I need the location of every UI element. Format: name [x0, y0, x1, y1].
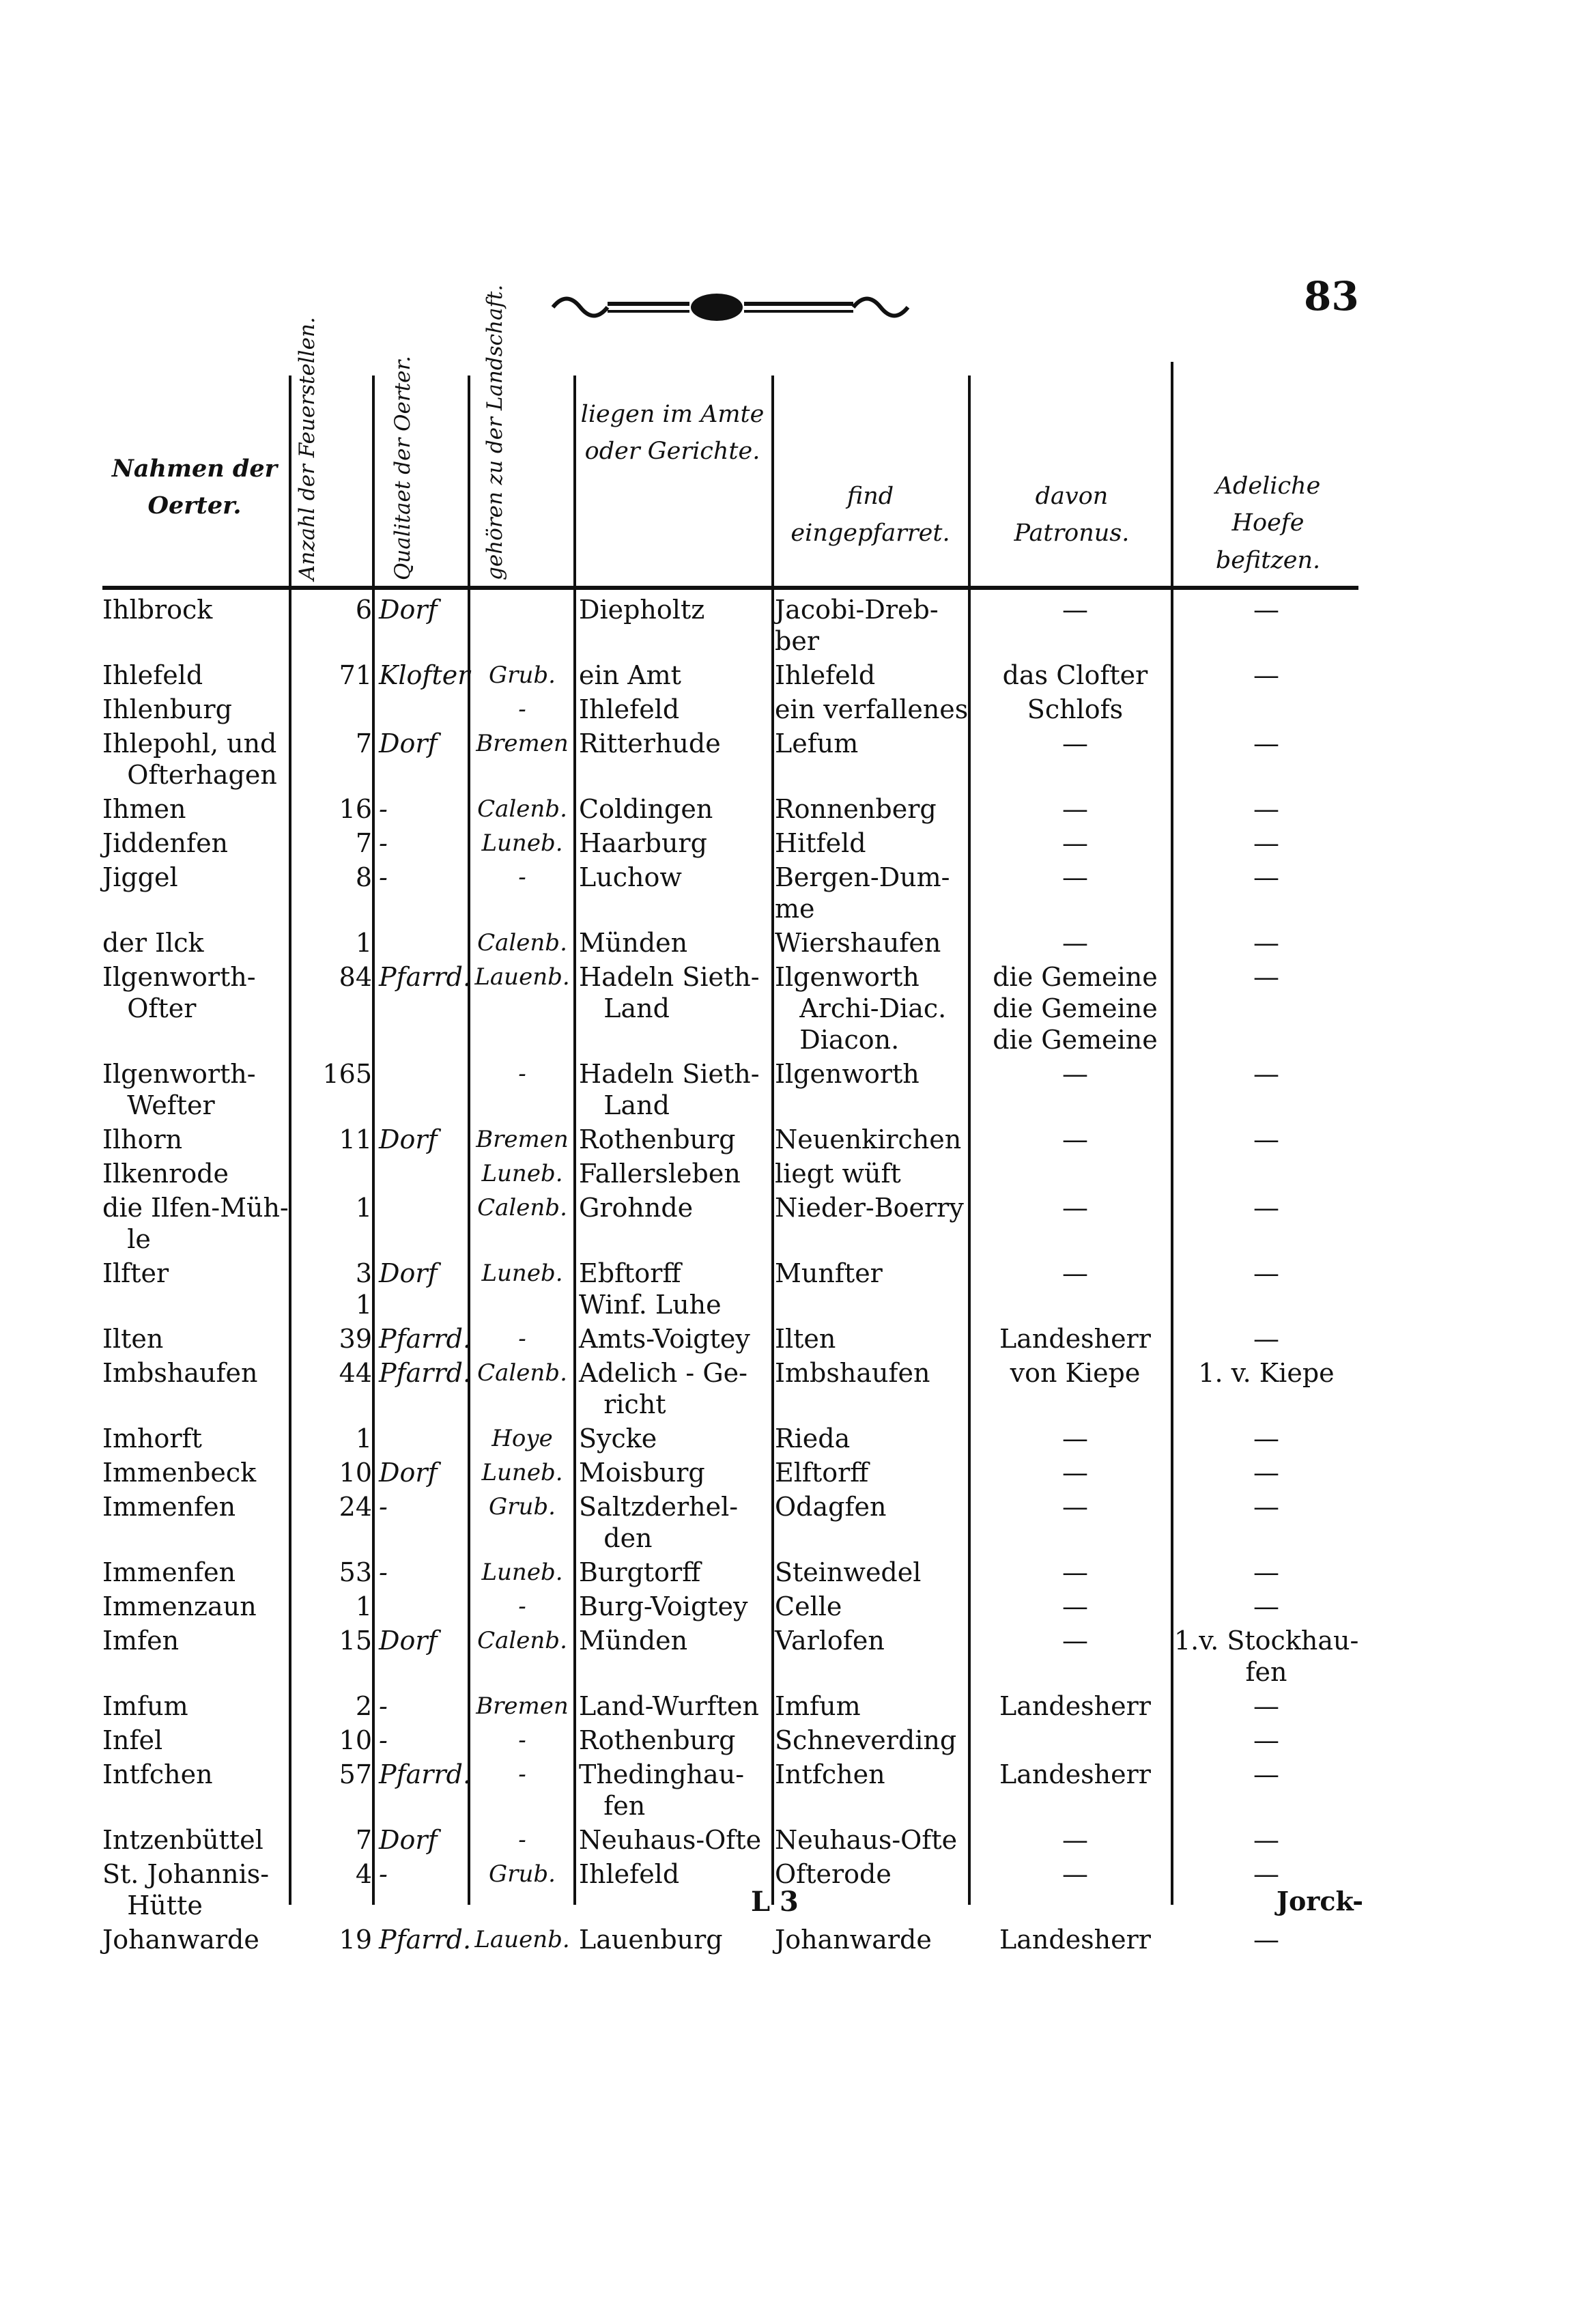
- cell-pfarr: Steinwedel: [775, 1557, 922, 1587]
- sheet-signature: L 3: [751, 1886, 799, 1918]
- cell-hoefe: —: [1253, 728, 1279, 759]
- cell-hoefe: —: [1253, 1557, 1279, 1587]
- cell-hoefe: —: [1253, 1124, 1279, 1154]
- cell-count: 84: [339, 962, 372, 992]
- cell-hoefe: —: [1253, 1591, 1279, 1621]
- cell-quality: Pfarrd.: [379, 1759, 472, 1789]
- cell-pfarr: Nieder-Boerry: [775, 1193, 964, 1223]
- cell-pfarr: Imbshaufen: [775, 1358, 930, 1388]
- cell-land: -: [518, 1060, 526, 1088]
- cell-amt: Rothenburg: [579, 1725, 736, 1755]
- cell-count: 1: [355, 1193, 372, 1223]
- cell-amt: Grohnde: [579, 1193, 694, 1223]
- cell-amt: Münden: [579, 928, 688, 958]
- cell-pfarr: Wiershaufen: [775, 928, 941, 958]
- cell-amt: Ihlefeld: [579, 1859, 680, 1889]
- cell-name: der Ilck: [102, 928, 204, 958]
- cell-pfarr: Johanwarde: [775, 1925, 932, 1955]
- cell-amt: Münden: [579, 1626, 688, 1656]
- cell-name: Ilfter: [102, 1258, 169, 1288]
- cell-land: Luneb.: [481, 1559, 563, 1586]
- cell-hoefe: —: [1253, 660, 1279, 690]
- cell-land: Grub.: [489, 662, 556, 689]
- header-hoefe: Adeliche Hoefe befitzen.: [1215, 472, 1321, 574]
- cell-name: Imbshaufen: [102, 1358, 258, 1388]
- cell-land: Bremen: [476, 730, 569, 757]
- cell-pfarr: liegt wüft: [775, 1159, 901, 1189]
- cell-name: Intzenbüttel: [102, 1825, 263, 1855]
- cell-count: 3 1: [355, 1258, 372, 1320]
- cell-name: Ihlbrock: [102, 595, 213, 625]
- cell-patron: —: [1062, 1258, 1088, 1288]
- cell-count: 10: [339, 1458, 372, 1488]
- cell-hoefe: 1. v. Kiepe: [1198, 1358, 1335, 1388]
- header-rule: [102, 586, 1358, 590]
- cell-pfarr: Bergen-Dum- me: [775, 862, 950, 924]
- cell-amt: ein Amt: [579, 660, 681, 690]
- cell-pfarr: Celle: [775, 1591, 842, 1621]
- cell-amt: Ritterhude: [579, 728, 721, 759]
- cell-hoefe: —: [1253, 828, 1279, 858]
- cell-pfarr: ein verfallenes: [775, 694, 969, 724]
- cell-patron: —: [1062, 1059, 1088, 1089]
- cell-patron: —: [1062, 928, 1088, 958]
- cell-amt: Hadeln Sieth- Land: [579, 962, 760, 1023]
- cell-quality: -: [379, 1557, 388, 1587]
- header-patron: davon Patronus.: [1014, 483, 1130, 548]
- cell-count: 7: [355, 728, 372, 759]
- cell-count: 44: [339, 1358, 372, 1388]
- cell-hoefe: —: [1253, 595, 1279, 625]
- cell-land: Hoye: [491, 1425, 553, 1452]
- cell-count: 165: [322, 1059, 372, 1089]
- page-number: 83: [1304, 273, 1359, 320]
- cell-pfarr: Ronnenberg: [775, 794, 937, 824]
- cell-land: Luneb.: [481, 1160, 563, 1187]
- cell-amt: Burg-Voigtey: [579, 1591, 748, 1621]
- cell-pfarr: Neuenkirchen: [775, 1124, 962, 1154]
- cell-name: Jiggel: [102, 862, 178, 892]
- cell-amt: Ebftorff Winf. Luhe: [579, 1258, 722, 1320]
- cell-hoefe: —: [1253, 1193, 1279, 1223]
- cell-patron: —: [1062, 794, 1088, 824]
- cell-patron: Landesherr: [999, 1324, 1151, 1354]
- cell-quality: Klofter: [379, 660, 470, 690]
- cell-quality: Dorf: [379, 1258, 438, 1288]
- cell-land: Lauenb.: [474, 1926, 570, 1953]
- cell-quality: -: [379, 794, 388, 824]
- cell-hoefe: —: [1253, 1925, 1279, 1955]
- cell-pfarr: Schneverding: [775, 1725, 957, 1755]
- cell-pfarr: Ilgenworth: [775, 1059, 920, 1089]
- cell-quality: Pfarrd.: [379, 1925, 472, 1955]
- cell-amt: Moisburg: [579, 1458, 705, 1488]
- cell-pfarr: Elftorff: [775, 1458, 869, 1488]
- cell-name: Immenfen: [102, 1557, 236, 1587]
- cell-land: -: [518, 1727, 526, 1754]
- cell-hoefe: —: [1253, 1859, 1279, 1889]
- cell-land: -: [518, 1826, 526, 1854]
- cell-pfarr: Imfum: [775, 1691, 861, 1721]
- cell-land: Bremen: [476, 1692, 569, 1720]
- cell-quality: -: [379, 862, 388, 892]
- cell-name: Ilkenrode: [102, 1159, 229, 1189]
- cell-land: -: [518, 864, 526, 891]
- cell-patron: —: [1062, 1193, 1088, 1223]
- cell-amt: Haarburg: [579, 828, 707, 858]
- cell-pfarr: Odagfen: [775, 1492, 887, 1522]
- cell-patron: Landesherr: [999, 1759, 1151, 1789]
- cell-quality: Dorf: [379, 728, 438, 759]
- cell-pfarr: Munfter: [775, 1258, 883, 1288]
- cell-quality: Dorf: [379, 1825, 438, 1855]
- cell-pfarr: Jacobi-Dreb- ber: [775, 595, 939, 656]
- cell-hoefe: —: [1253, 1258, 1279, 1288]
- cell-name: die Ilfen-Müh- le: [102, 1193, 289, 1254]
- cell-count: 6: [355, 595, 372, 625]
- cell-land: Luneb.: [481, 830, 563, 857]
- header-quality: Qualitaet der Oerter.: [390, 356, 415, 580]
- cell-pfarr: Intfchen: [775, 1759, 885, 1789]
- cell-count: 7: [355, 1825, 372, 1855]
- cell-hoefe: —: [1253, 1492, 1279, 1522]
- cell-patron: —: [1062, 1492, 1088, 1522]
- cell-land: -: [518, 1593, 526, 1620]
- catchword: Jorck-: [1277, 1886, 1364, 1916]
- cell-land: Grub.: [489, 1493, 556, 1520]
- cell-name: Jiddenfen: [102, 828, 229, 858]
- cell-name: Immenbeck: [102, 1458, 257, 1488]
- cell-quality: -: [379, 1859, 388, 1889]
- cell-land: Calenb.: [477, 929, 567, 956]
- cell-count: 10: [339, 1725, 372, 1755]
- cell-land: Calenb.: [477, 1627, 567, 1654]
- cell-patron: —: [1062, 595, 1088, 625]
- cell-hoefe: —: [1253, 1691, 1279, 1721]
- column-rule: [573, 375, 576, 1905]
- cell-name: Imfum: [102, 1691, 188, 1721]
- cell-hoefe: —: [1253, 962, 1279, 992]
- cell-patron: das Clofter: [1002, 660, 1148, 690]
- cell-patron: Schlofs: [1027, 694, 1124, 724]
- cell-patron: Landesherr: [999, 1925, 1151, 1955]
- cell-hoefe: —: [1253, 928, 1279, 958]
- cell-land: Lauenb.: [474, 963, 570, 991]
- cell-pfarr: Rieda: [775, 1423, 851, 1454]
- cell-name: Ilgenworth- Wefter: [102, 1059, 256, 1120]
- cell-count: 71: [339, 660, 372, 690]
- cell-land: Grub.: [489, 1860, 556, 1888]
- cell-hoefe: —: [1253, 1825, 1279, 1855]
- cell-amt: Fallersleben: [579, 1159, 741, 1189]
- cell-name: Imhorft: [102, 1423, 202, 1454]
- cell-name: Imfen: [102, 1626, 180, 1656]
- cell-land: Luneb.: [481, 1260, 563, 1287]
- cell-hoefe: —: [1253, 1324, 1279, 1354]
- cell-name: Immenfen: [102, 1492, 236, 1522]
- cell-quality: Pfarrd.: [379, 1324, 472, 1354]
- cell-hoefe: —: [1253, 1458, 1279, 1488]
- cell-name: Ihmen: [102, 794, 186, 824]
- header-landschaft: gehören zu der Landschaft.: [483, 284, 507, 580]
- cell-patron: von Kiepe: [1010, 1358, 1141, 1388]
- cell-quality: -: [379, 1492, 388, 1522]
- cell-land: Calenb.: [477, 1194, 567, 1221]
- cell-patron: Landesherr: [999, 1691, 1151, 1721]
- cell-hoefe: —: [1253, 1059, 1279, 1089]
- cell-count: 2: [355, 1691, 372, 1721]
- cell-patron: —: [1062, 1124, 1088, 1154]
- cell-amt: Diepholtz: [579, 595, 705, 625]
- cell-quality: -: [379, 1691, 388, 1721]
- cell-patron: —: [1062, 1591, 1088, 1621]
- cell-pfarr: Ofterode: [775, 1859, 892, 1889]
- cell-count: 39: [339, 1324, 372, 1354]
- cell-pfarr: Hitfeld: [775, 828, 866, 858]
- cell-land: Luneb.: [481, 1459, 563, 1486]
- cell-amt: Land-Wurften: [579, 1691, 759, 1721]
- cell-quality: Dorf: [379, 595, 438, 625]
- cell-amt: Hadeln Sieth- Land: [579, 1059, 760, 1120]
- cell-amt: Ihlefeld: [579, 694, 680, 724]
- cell-count: 1: [355, 1423, 372, 1454]
- cell-count: 16: [339, 794, 372, 824]
- cell-pfarr: Varlofen: [775, 1626, 885, 1656]
- cell-hoefe: —: [1253, 1759, 1279, 1789]
- cell-quality: -: [379, 828, 388, 858]
- cell-land: -: [518, 696, 526, 723]
- cell-amt: Adelich - Ge- richt: [579, 1358, 747, 1419]
- cell-count: 53: [339, 1557, 372, 1587]
- cell-pfarr: Lefum: [775, 728, 859, 759]
- cell-patron: —: [1062, 1859, 1088, 1889]
- cell-patron: —: [1062, 828, 1088, 858]
- cell-name: Ihlefeld: [102, 660, 203, 690]
- cell-hoefe: —: [1253, 794, 1279, 824]
- cell-land: -: [518, 1761, 526, 1788]
- header-amt: liegen im Amte oder Gerichte.: [580, 401, 765, 466]
- cell-patron: —: [1062, 1825, 1088, 1855]
- cell-count: 1: [355, 1591, 372, 1621]
- cell-hoefe: —: [1253, 1725, 1279, 1755]
- cell-patron: —: [1062, 1626, 1088, 1656]
- cell-name: Ihlenburg: [102, 694, 232, 724]
- cell-count: 15: [339, 1626, 372, 1656]
- cell-patron: —: [1062, 862, 1088, 892]
- cell-name: Infel: [102, 1725, 163, 1755]
- cell-amt: Lauenburg: [579, 1925, 723, 1955]
- header-count: Anzahl der Feuerstellen.: [295, 317, 319, 580]
- cell-quality: Pfarrd.: [379, 1358, 472, 1388]
- cell-land: Calenb.: [477, 795, 567, 823]
- cell-hoefe: 1.v. Stockhau- fen: [1174, 1626, 1359, 1687]
- cell-name: St. Johannis- Hütte: [102, 1859, 270, 1921]
- header-name: Nahmen der Oerter.: [111, 455, 278, 520]
- cell-amt: Thedinghau- fen: [579, 1759, 745, 1821]
- cell-land: Bremen: [476, 1126, 569, 1153]
- cell-pfarr: Neuhaus-Ofte: [775, 1825, 958, 1855]
- cell-amt: Rothenburg: [579, 1124, 736, 1154]
- cell-quality: Dorf: [379, 1626, 438, 1656]
- cell-patron: —: [1062, 1557, 1088, 1587]
- cell-name: Intfchen: [102, 1759, 213, 1789]
- cell-quality: -: [379, 1725, 388, 1755]
- cell-amt: Amts-Voigtey: [579, 1324, 750, 1354]
- cell-land: -: [518, 1325, 526, 1352]
- cell-quality: Dorf: [379, 1458, 438, 1488]
- cell-count: 19: [339, 1925, 372, 1955]
- cell-quality: Pfarrd.: [379, 962, 472, 992]
- cell-hoefe: —: [1253, 1423, 1279, 1454]
- cell-pfarr: Ihlefeld: [775, 660, 876, 690]
- cell-patron: —: [1062, 728, 1088, 759]
- cell-name: Ilhorn: [102, 1124, 183, 1154]
- cell-name: Ilgenworth- Ofter: [102, 962, 256, 1023]
- cell-hoefe: —: [1253, 862, 1279, 892]
- cell-name: Johanwarde: [102, 1925, 259, 1955]
- cell-count: 11: [339, 1124, 372, 1154]
- cell-count: 8: [355, 862, 372, 892]
- cell-name: Immenzaun: [102, 1591, 257, 1621]
- cell-patron: —: [1062, 1423, 1088, 1454]
- cell-quality: Dorf: [379, 1124, 438, 1154]
- cell-count: 7: [355, 828, 372, 858]
- cell-count: 1: [355, 928, 372, 958]
- cell-pfarr: Ilten: [775, 1324, 836, 1354]
- cell-name: Ilten: [102, 1324, 164, 1354]
- cell-count: 57: [339, 1759, 372, 1789]
- cell-count: 24: [339, 1492, 372, 1522]
- cell-amt: Burgtorff: [579, 1557, 701, 1587]
- header-pfarr: find eingepfarret.: [790, 483, 950, 548]
- cell-land: Calenb.: [477, 1359, 567, 1387]
- cell-patron: die Gemeine die Gemeine die Gemeine: [993, 962, 1158, 1055]
- decorative-ornament-icon: [546, 287, 915, 328]
- cell-amt: Coldingen: [579, 794, 713, 824]
- cell-patron: —: [1062, 1458, 1088, 1488]
- cell-amt: Luchow: [579, 862, 682, 892]
- cell-amt: Saltzderhel- den: [579, 1492, 739, 1553]
- cell-amt: Sycke: [579, 1423, 657, 1454]
- cell-count: 4: [355, 1859, 372, 1889]
- cell-name: Ihlepohl, und Ofterhagen: [102, 728, 277, 790]
- cell-amt: Neuhaus-Ofte: [579, 1825, 762, 1855]
- cell-pfarr: Ilgenworth Archi-Diac. Diacon.: [775, 962, 947, 1055]
